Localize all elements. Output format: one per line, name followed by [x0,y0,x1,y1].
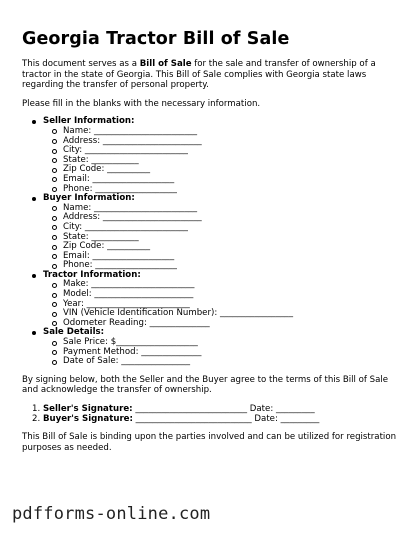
section-buyer [22,194,397,271]
section-heading: Tractor Information: [43,269,141,280]
field-seller-email[interactable]: Email: ___________________ [43,175,397,185]
signature-list [22,404,397,424]
field-buyer-city[interactable]: City: ________________________ [43,223,397,233]
footer-watermark: pdfforms-online.com [12,504,211,524]
intro-text-after: for the sale and transfer of ownership of a tractor in the state of Georgia. This Bill of Sale complies with Georgia state laws regarding the transfer of personal property. [22,59,376,91]
section-heading: Sale Details: [43,327,105,338]
signature-blank: ___________________________ Date: _________ [132,414,320,425]
intro-bold-term: Bill of Sale [139,59,192,69]
field-buyer-zip[interactable]: Zip Code: __________ [43,242,397,252]
field-seller-zip[interactable]: Zip Code: __________ [43,165,397,175]
intro-text-before: This document serves as a [22,59,140,69]
form-sections [22,117,397,366]
signature-blank: __________________________ Date: _________ [132,404,315,414]
field-sale-price[interactable]: Sale Price: $___________________ [43,338,397,348]
section-tractor [22,271,397,329]
field-seller-name[interactable]: Name: ________________________ [43,127,397,137]
field-seller-phone[interactable]: Phone: ___________________ [43,185,397,195]
field-tractor-vin[interactable]: VIN (Vehicle Identification Number): _________________ [43,309,397,319]
intro-paragraph [22,59,397,91]
field-tractor-year[interactable]: Year: ________________________ [43,300,397,310]
field-buyer-phone[interactable]: Phone: ___________________ [43,261,397,271]
signature-number: 1. [32,404,41,414]
signature-label: Buyer's Signature: [42,414,133,425]
field-seller-city[interactable]: City: ________________________ [43,146,397,156]
field-seller-address[interactable]: Address: _______________________ [43,137,397,147]
field-buyer-state[interactable]: State: ___________ [43,233,397,243]
field-tractor-model[interactable]: Model: _______________________ [43,290,397,300]
fill-instruction: Please fill in the blanks with the necessary information. [22,98,261,109]
field-tractor-make[interactable]: Make: ________________________ [43,280,397,290]
field-buyer-email[interactable]: Email: ___________________ [43,252,397,262]
section-sale-details [22,328,397,366]
field-tractor-odometer[interactable]: Odometer Reading: ______________ [43,319,397,329]
document-title: Georgia Tractor Bill of Sale [22,29,290,49]
field-buyer-address[interactable]: Address: _______________________ [43,213,397,223]
field-date-of-sale[interactable]: Date of Sale: ________________ [43,357,397,367]
section-heading: Buyer Information: [43,193,135,204]
field-buyer-name[interactable]: Name: ________________________ [43,204,397,214]
field-payment-method[interactable]: Payment Method: ______________ [43,348,397,358]
buyer-signature-line[interactable] [22,414,397,424]
section-heading: Seller Information: [43,116,135,127]
signature-number: 2. [32,414,41,425]
field-seller-state[interactable]: State: ___________ [43,156,397,166]
closing-paragraph: This Bill of Sale is binding upon the parties involved and can be utilized for registration purposes as needed. [22,432,397,453]
section-seller [22,117,397,194]
agreement-paragraph: By signing below, both the Seller and the Buyer agree to the terms of this Bill of Sale and acknowledge the transfer of ownership. [22,374,389,396]
document-page [22,28,397,454]
signature-label: Seller's Signature: [42,404,133,414]
seller-signature-line[interactable] [22,404,397,414]
